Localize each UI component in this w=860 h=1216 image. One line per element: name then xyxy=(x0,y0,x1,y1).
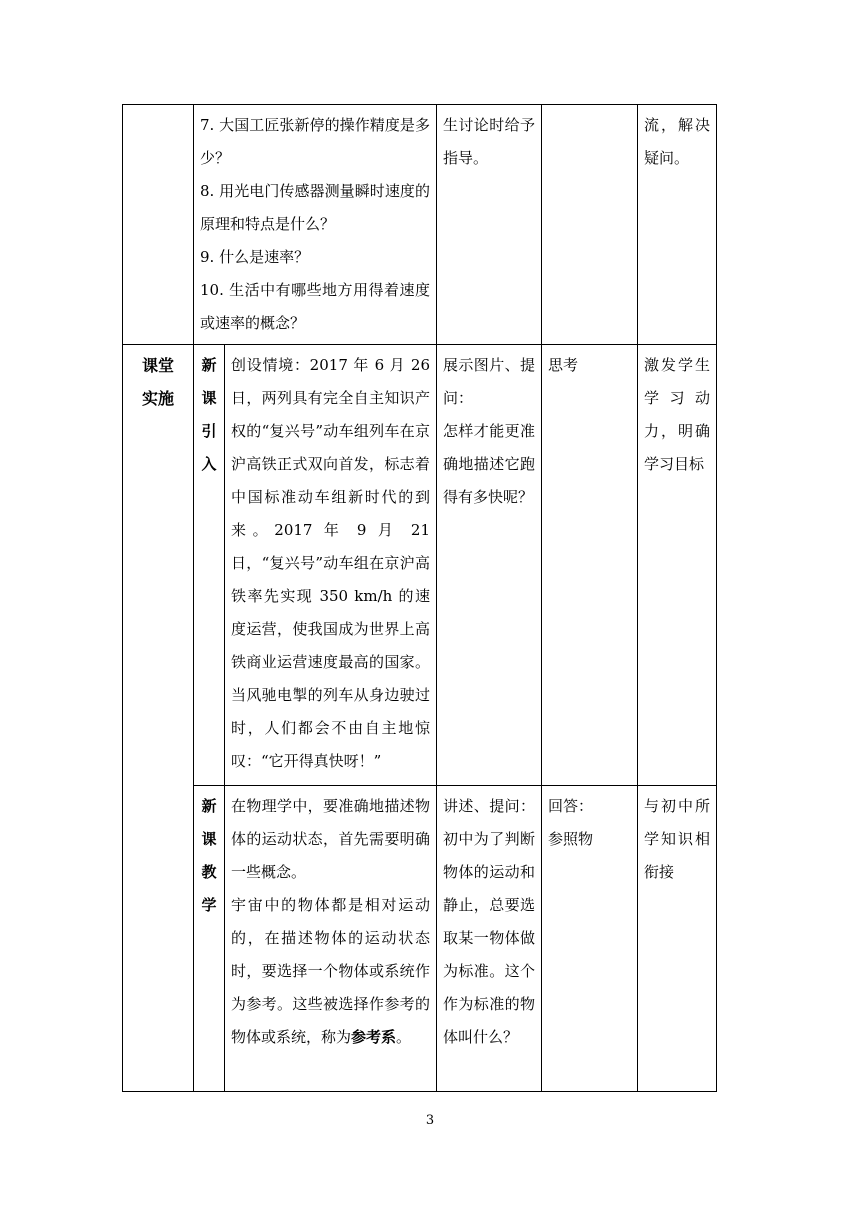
intro-row xyxy=(123,345,717,786)
teacher-activity-cell: 生讨论时给予指导。 xyxy=(437,105,542,345)
reference-frame-paragraph: 宇宙中的物体都是相对运动的，在描述物体的运动状态时，要选择一个物体或系统作为参考。这些被选择作参考的物体或系统，称为参考系。 xyxy=(231,896,430,1046)
teaching-student-cell: 回答： 参照物 xyxy=(542,786,638,1092)
lesson-plan-table xyxy=(122,104,717,1092)
design-intent-cell: 流，解决疑问。 xyxy=(638,105,717,345)
question-item: 8. 用光电门传感器测量瞬时速度的原理和特点是什么？ xyxy=(200,182,430,233)
continued-row xyxy=(123,105,717,345)
question-item: 10. 生活中有哪些地方用得着速度或速率的概念？ xyxy=(200,281,430,332)
questions-cell xyxy=(194,105,437,345)
intro-student-cell: 思考 xyxy=(542,345,638,786)
intro-teacher-cell: 展示图片、提问： 怎样才能更准确地描述它跑得有多快呢？ xyxy=(437,345,542,786)
student-activity-cell xyxy=(542,105,638,345)
teaching-content-cell: 在物理学中，要准确地描述物体的运动状态，首先需要明确一些概念。 宇宙中的物体都是相对运动的，在描述物体的运动状态时，要选择一个物体或系统作为参考。这些被选择作参考的物体或系统，称为参考系。 xyxy=(225,786,437,1092)
teaching-teacher-cell: 讲述、提问：初中为了判断物体的运动和静止，总要选取某一物体做为标准。这个作为标准的物体叫什么？ xyxy=(437,786,542,1092)
stage-label-line: 实施 xyxy=(141,389,174,408)
question-item: 9. 什么是速率？ xyxy=(200,248,310,266)
page-number: 3 xyxy=(425,1113,435,1128)
teaching-intent-cell: 与初中所学知识相衔接 xyxy=(638,786,717,1092)
intro-intent-cell: 激发学生学习动力，明确学习目标 xyxy=(638,345,717,786)
teaching-row xyxy=(123,786,717,1092)
key-term: 参考系 xyxy=(351,1028,397,1046)
stage-label-line: 课堂 xyxy=(141,356,174,375)
question-item: 7. 大国工匠张新停的操作精度是多少？ xyxy=(200,116,430,167)
stage-cell-empty xyxy=(123,105,194,345)
stage-label-cell xyxy=(123,345,194,1092)
intro-content-cell: 创设情境：2017 年 6 月 26 日，两列具有完全自主知识产权的“复兴号”动车组列车在京沪高铁正式双向首发，标志着中国标准动车组新时代的到来。2017 年 9 月 21 日，“复兴号”动车组在京沪高铁率先实现 350 km/h 的速度运营，使我国成为世界上高铁商业运营速度最高的国家。当风驰电掣的列车从身边驶过时，人们都会不由自主地惊叹：“它开得真快呀！” xyxy=(225,345,437,786)
sub-stage-label-teaching: 新 课 教 学 xyxy=(194,786,225,1092)
sub-stage-label-intro: 新 课 引 入 xyxy=(194,345,225,786)
